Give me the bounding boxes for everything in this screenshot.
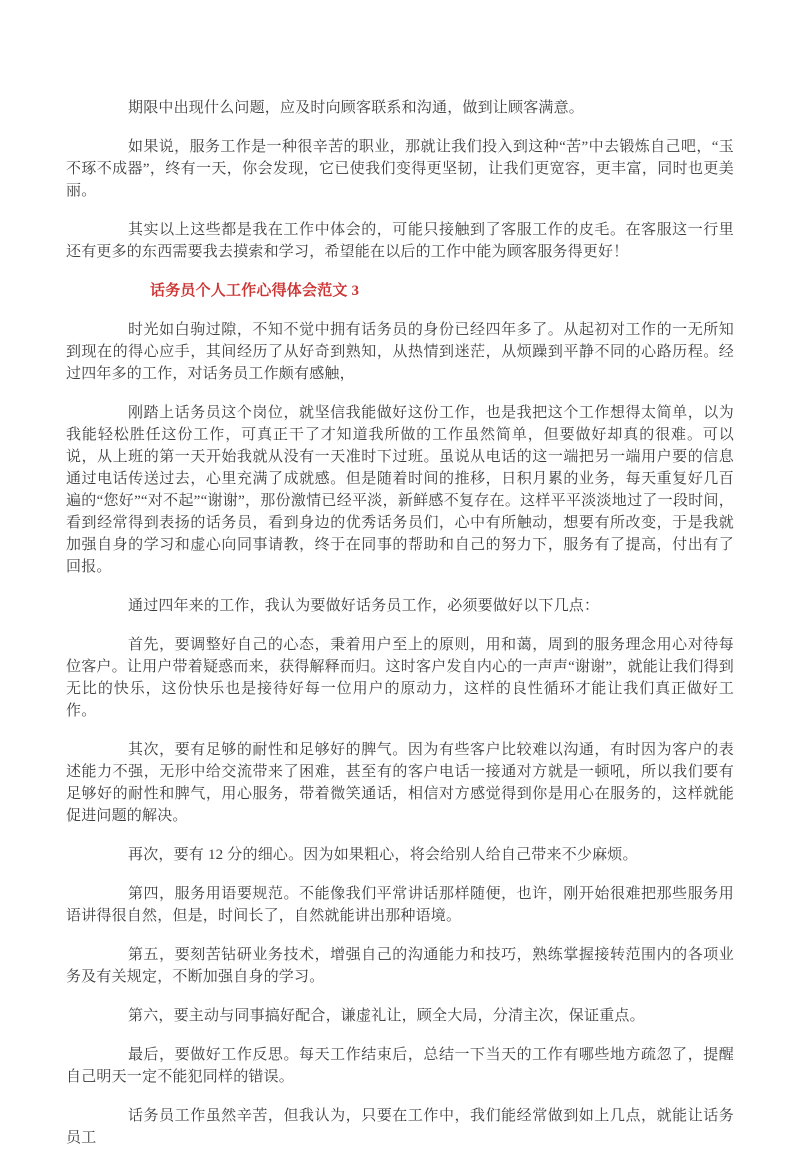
paragraph: 如果说，服务工作是一种很辛苦的职业，那就让我们投入到这种“苦”中去锻炼自己吧，“玉不琢不成器”，终有一天，你会发现，它已使我们变得更坚韧，让我们更宽容，更丰富，同时也更美丽。	[66, 139, 734, 199]
paragraph: 其实以上这些都是我在工作中体会的，可能只接触到了客服工作的皮毛。在客服这一行里还有更多的东西需要我去摸索和学习，希望能在以后的工作中能为顾客服务得更好！	[66, 222, 734, 260]
document-body	[66, 97, 734, 1149]
paragraph: 最后，要做好工作反思。每天工作结束后，总结一下当天的工作有哪些地方疏忽了，提醒自己明天一定不能犯同样的错误。	[66, 1047, 734, 1085]
paragraph: 第六，要主动与同事搞好配合，谦虚礼让，顾全大局，分清主次，保证重点。	[128, 1008, 645, 1024]
paragraph: 刚踏上话务员这个岗位，就坚信我能做好这份工作，也是我把这个工作想得太简单，以为我能轻松胜任这份工作，可真正干了才知道我所做的工作虽然简单，但要做好却真的很难。可以说，从上班的第一天开始我就从没有一天准时下过班。虽说从电话的这一端把另一端用户要的信息通过电话传送过去，心里充满了成就感。但是随着时间的推移，日积月累的业务，每天重复好几百遍的“您好”“对不起”“谢谢”，那份激情已经平淡，新鲜感不复存在。这样平平淡淡地过了一段时间，看到经常得到表扬的话务员，看到身边的优秀话务员们，心中有所触动，想要有所改变，于是我就加强自身的学习和虚心向同事请教，终于在同事的帮助和自己的努力下，服务有了提高，付出有了回报。	[66, 405, 734, 575]
paragraph: 通过四年来的工作，我认为要做好话务员工作，必须要做好以下几点：	[128, 598, 600, 614]
paragraph: 再次，要有 12 分的细心。因为如果粗心，将会给别人给自己带来不少麻烦。	[128, 847, 638, 863]
section-title: 话务员个人工作心得体会范文 3	[150, 283, 360, 299]
paragraph: 期限中出现什么问题，应及时向顾客联系和沟通，做到让顾客满意。	[128, 100, 585, 116]
paragraph: 其次，要有足够的耐性和足够好的脾气。因为有些客户比较难以沟通，有时因为客户的表述能力不强，无形中给交流带来了困难，甚至有的客户电话一接通对方就是一顿吼，所以我们要有足够好的耐性和脾气，用心服务，带着微笑通话，相信对方感觉得到你是用心在服务的，这样就能促进问题的解决。	[66, 742, 734, 824]
paragraph: 首先，要调整好自己的心态，秉着用户至上的原则，用和蔼，周到的服务理念用心对待每位客户。让用户带着疑惑而来，获得解释而归。这时客户发自内心的一声声“谢谢”，就能让我们得到无比的快乐，这份快乐也是接待好每一位用户的原动力，这样的良性循环才能让我们真正做好工作。	[66, 637, 734, 719]
paragraph: 第四，服务用语要规范。不能像我们平常讲话那样随便，也许，刚开始很难把那些服务用语讲得很自然，但是，时间长了，自然就能讲出那种语境。	[66, 886, 734, 924]
paragraph: 时光如白驹过隙，不知不觉中拥有话务员的身份已经四年多了。从起初对工作的一无所知到现在的得心应手，其间经历了从好奇到熟知，从热情到迷茫，从烦躁到平静不同的心路历程。经过四年多的工作，对话务员工作颇有感触，	[66, 322, 734, 382]
paragraph: 第五，要刻苦钻研业务技术，增强自己的沟通能力和技巧，熟练掌握接转范围内的各项业务及有关规定，不断加强自身的学习。	[66, 947, 734, 985]
paragraph-truncated: 话务员工作虽然辛苦，但我认为，只要在工作中，我们能经常做到如上几点，就能让话务员工	[66, 1108, 734, 1146]
